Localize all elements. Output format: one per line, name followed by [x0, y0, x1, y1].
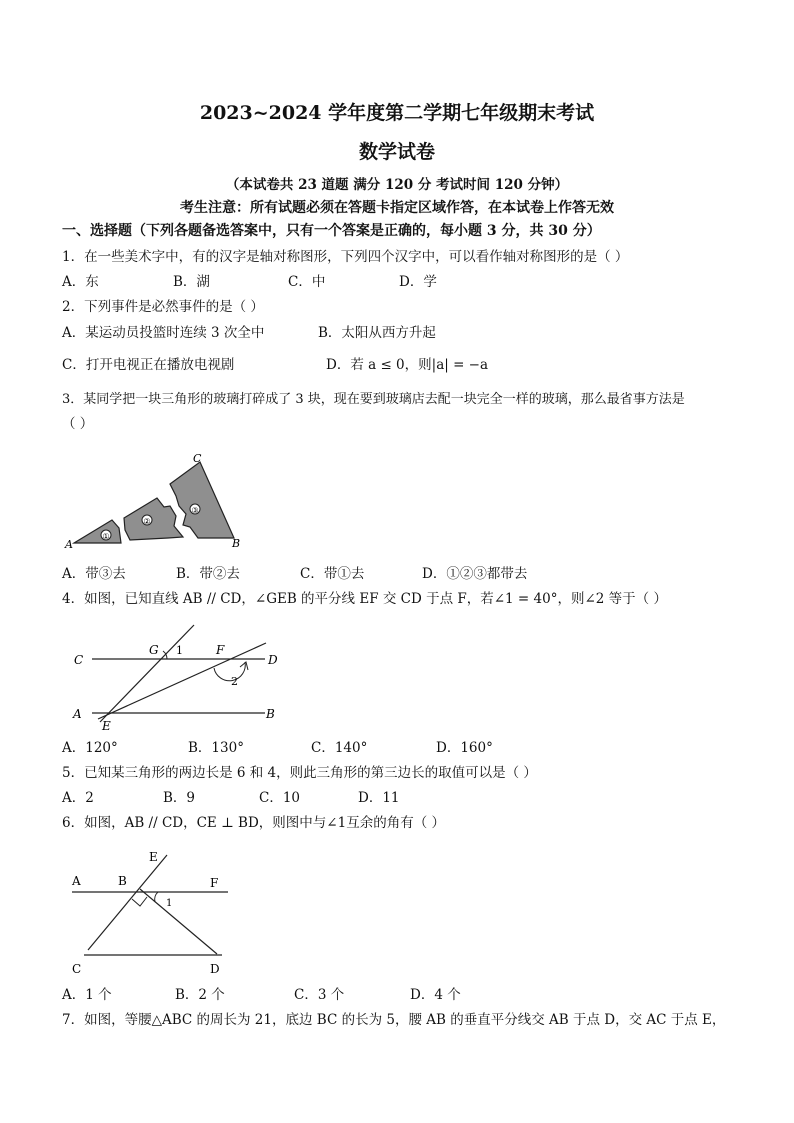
- q4-parallel-lines-figure: [70, 622, 285, 732]
- q4-option-a: A．120°: [62, 740, 118, 756]
- q4-option-b: B．130°: [188, 740, 244, 756]
- q2-option-b: B．太阳从西方升起: [318, 325, 436, 341]
- q4-label-g: G: [149, 643, 159, 657]
- q6-label-d: D: [210, 962, 220, 976]
- q1-option-c: C．中: [288, 274, 326, 290]
- exam-title: 2023~2024 学年度第二学期七年级期末考试: [199, 102, 595, 124]
- q6-perpendicular-figure: [66, 846, 236, 978]
- q3-option-b: B．带②去: [176, 566, 240, 582]
- question-2-stem: 2．下列事件是必然事件的是（ ）: [62, 299, 264, 315]
- q3-option-c: C．带①去: [300, 566, 365, 582]
- q4-label-b: B: [266, 707, 275, 721]
- q4-label-2: 2: [231, 675, 238, 688]
- q6-option-b: B．2 个: [175, 987, 225, 1003]
- q4-option-c: C．140°: [311, 740, 368, 756]
- q4-label-c: C: [74, 653, 84, 667]
- q3-broken-glass-figure: [62, 450, 252, 555]
- question-7-stem: 7．如图，等腰△ABC 的周长为 21，底边 BC 的长为 5，腰 AB 的垂直平分线交 AB 于点 D，交 AC 于点 E，: [62, 1012, 726, 1028]
- exam-notice: 考生注意：所有试题必须在答题卡指定区域作答，在本试卷上作答无效: [180, 200, 614, 216]
- q3-option-d: D．①②③都带去: [422, 566, 528, 582]
- q5-option-b: B．9: [163, 790, 196, 806]
- q1-option-d: D．学: [399, 274, 437, 290]
- q3-label-p2: ②: [143, 517, 151, 526]
- q1-option-a: A．东: [62, 274, 99, 290]
- q6-label-a: A: [72, 874, 81, 888]
- exam-subtitle: 数学试卷: [358, 141, 435, 163]
- question-3-stem-line2: （ ）: [62, 416, 94, 432]
- question-1-stem: 1．在一些美术字中，有的汉字是轴对称图形，下列四个汉字中，可以看作轴对称图形的是（ ）: [62, 249, 629, 265]
- q6-option-a: A．1 个: [62, 987, 112, 1003]
- q4-label-d: D: [268, 653, 278, 667]
- q2-option-c: C．打开电视正在播放电视剧: [62, 357, 235, 373]
- q3-label-p3: ③: [191, 506, 199, 515]
- q6-label-c: C: [72, 962, 82, 976]
- q6-option-c: C．3 个: [294, 987, 345, 1003]
- q2-option-d: D．若 a ≤ 0，则|a| = −a: [326, 357, 489, 373]
- q5-option-c: C．10: [259, 790, 301, 806]
- q3-option-a: A．带③去: [62, 566, 126, 582]
- q6-label-b: B: [118, 874, 127, 888]
- q6-label-f: F: [210, 876, 219, 890]
- q4-label-1: 1: [176, 644, 183, 657]
- q3-label-a: A: [65, 538, 73, 551]
- section-heading: 一、选择题（下列各题备选答案中，只有一个答案是正确的，每小题 3 分，共 30 分）: [62, 223, 601, 239]
- question-4-stem: 4．如图，已知直线 AB // CD，∠GEB 的平分线 EF 交 CD 于点 F，若∠1 = 40°，则∠2 等于（ ）: [62, 591, 667, 607]
- q6-label-1: 1: [166, 898, 173, 909]
- q6-label-e: E: [149, 850, 158, 864]
- q1-option-b: B．湖: [173, 274, 210, 290]
- q4-label-e: E: [102, 719, 111, 732]
- q6-option-d: D．4 个: [410, 987, 461, 1003]
- q4-option-d: D．160°: [436, 740, 493, 756]
- q3-label-b: B: [232, 537, 241, 550]
- q3-label-p1: ①: [102, 532, 110, 541]
- question-5-stem: 5．已知某三角形的两边长是 6 和 4，则此三角形的第三边长的取值可以是（ ）: [62, 765, 537, 781]
- q2-option-a: A．某运动员投篮时连续 3 次全中: [62, 325, 265, 341]
- q4-label-a: A: [73, 707, 82, 721]
- question-6-stem: 6．如图，AB // CD，CE ⊥ BD，则图中与∠1互余的角有（ ）: [62, 815, 445, 831]
- q5-option-a: A．2: [62, 790, 94, 806]
- q3-label-c: C: [193, 452, 202, 465]
- q4-label-f: F: [216, 643, 225, 657]
- q5-option-d: D．11: [358, 790, 400, 806]
- exam-info: （本试卷共 23 道题 满分 120 分 考试时间 120 分钟）: [225, 177, 569, 193]
- question-3-stem-line1: 3．某同学把一块三角形的玻璃打碎成了 3 块，现在要到玻璃店去配一块完全一样的玻璃，那么最省事方法是: [62, 392, 685, 407]
